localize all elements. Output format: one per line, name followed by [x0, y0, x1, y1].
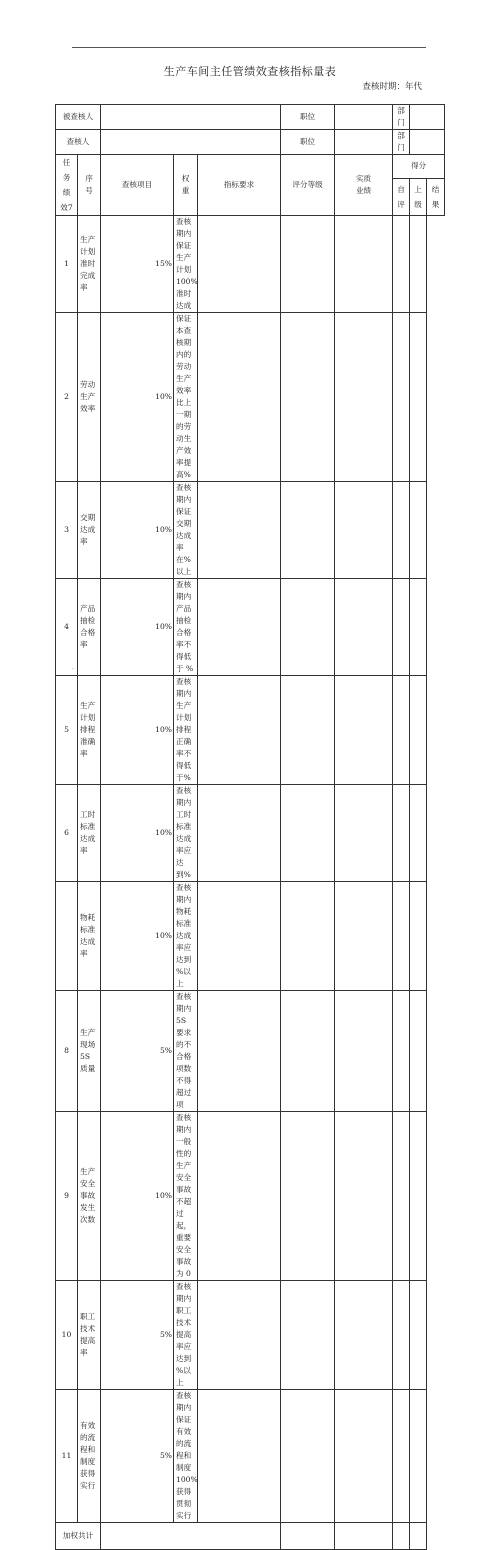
row-self-score[interactable]	[335, 216, 393, 313]
header-requirement: 指标要求	[198, 155, 281, 216]
row-result-score[interactable]	[410, 579, 427, 676]
reviewee-row	[56, 105, 445, 130]
row-number: 6	[56, 785, 78, 882]
row-result-score[interactable]	[410, 313, 427, 482]
row-number: 5	[56, 676, 78, 785]
row-weight: 10%	[101, 1112, 174, 1281]
row-number: 10	[56, 1281, 78, 1390]
row-grade-cell[interactable]	[198, 313, 281, 482]
page-title: 生产车间主任管绩效查核指标量表	[163, 65, 337, 78]
row-number: 1	[56, 216, 78, 313]
table-row	[56, 1390, 445, 1523]
row-requirement: 查核期内物耗标准达成率应达到 %以上	[174, 882, 198, 991]
row-actual-cell[interactable]	[281, 991, 335, 1112]
header-grade: 评分等级	[281, 155, 335, 216]
reviewee-position-value[interactable]	[335, 105, 393, 130]
table-row	[56, 1281, 445, 1390]
row-number: 9	[56, 1112, 78, 1281]
header-weight	[174, 155, 198, 216]
total-row	[56, 1523, 445, 1550]
row-number: 2	[56, 313, 78, 482]
header-score: 得分	[393, 155, 445, 179]
reviewer-position-label: 职位	[281, 130, 335, 155]
row-item: 生产现场 5S 质量	[78, 991, 101, 1112]
row-result-score[interactable]	[410, 482, 427, 579]
row-item: 生产计划排程准确率	[78, 676, 101, 785]
row-item: 生产安全事故发生次数	[78, 1112, 101, 1281]
row-result-score[interactable]	[410, 785, 427, 882]
row-actual-cell[interactable]	[281, 216, 335, 313]
row-weight: 10%	[101, 482, 174, 579]
header-result-text: 结 果	[431, 184, 440, 209]
table-row	[56, 785, 445, 882]
row-self-score[interactable]	[335, 482, 393, 579]
row-grade-cell[interactable]	[198, 579, 281, 676]
reviewee-value[interactable]	[101, 105, 281, 130]
row-item: 工时标准达成率	[78, 785, 101, 882]
row-number: 4	[56, 579, 78, 676]
row-number: 8	[56, 991, 78, 1112]
row-self-score[interactable]	[335, 882, 393, 991]
row-result-score[interactable]	[410, 882, 427, 991]
header-seq	[78, 155, 101, 216]
row-weight: 15%	[101, 216, 174, 313]
reviewee-department-label-cell: 部门	[393, 105, 410, 130]
row-actual-cell[interactable]	[281, 313, 335, 482]
footer-mark: .	[72, 664, 74, 671]
row-grade-cell[interactable]	[198, 1281, 281, 1390]
total-label: 加权共计	[56, 1523, 101, 1550]
row-weight: 10%	[101, 882, 174, 991]
row-weight: 10%	[101, 785, 174, 882]
reviewee-position-label: 职位	[281, 105, 335, 130]
row-weight: 5%	[101, 991, 174, 1112]
row-result-score[interactable]	[410, 676, 427, 785]
row-grade-cell[interactable]	[198, 785, 281, 882]
row-result-score[interactable]	[410, 216, 427, 313]
row-weight: 5%	[101, 1281, 174, 1390]
row-superior-score[interactable]	[393, 216, 410, 313]
row-item: 生产计划准时完成率	[78, 216, 101, 313]
section-label	[56, 155, 78, 216]
section-label-text: 任 务 绩 效7	[60, 158, 73, 212]
table-row	[56, 1112, 445, 1281]
row-result-score[interactable]	[410, 1390, 427, 1523]
total-self-cell[interactable]	[335, 1523, 393, 1550]
reviewer-department-label: 部门	[393, 130, 410, 155]
header-actual	[335, 155, 393, 216]
row-grade-cell[interactable]	[198, 482, 281, 579]
row-self-score[interactable]	[335, 579, 393, 676]
table-row	[56, 882, 445, 991]
review-period: 查核时期：年代	[362, 82, 422, 92]
row-result-score[interactable]	[410, 1112, 427, 1281]
row-actual-cell[interactable]	[281, 785, 335, 882]
table-row	[56, 216, 445, 313]
row-superior-score[interactable]	[393, 785, 410, 882]
row-grade-cell[interactable]	[198, 216, 281, 313]
row-superior-score[interactable]	[393, 579, 410, 676]
reviewee-label: 被查核人	[56, 105, 101, 130]
row-number	[56, 882, 78, 991]
row-superior-score[interactable]	[393, 482, 410, 579]
header-result	[427, 178, 445, 215]
row-self-score[interactable]	[335, 785, 393, 882]
reviewee-department-value[interactable]	[410, 105, 445, 130]
row-requirement: 查核期内工时标准达成率应达到%	[174, 785, 198, 882]
row-superior-score[interactable]	[393, 1112, 410, 1281]
row-grade-cell[interactable]	[198, 882, 281, 991]
header-self-text: 自 评	[397, 184, 405, 209]
row-item: 产品抽检合格率	[78, 579, 101, 676]
reviewer-position-value[interactable]	[335, 130, 393, 155]
header-weight-text: 权 重	[181, 174, 190, 195]
row-self-score[interactable]	[335, 1390, 393, 1523]
row-self-score[interactable]	[335, 991, 393, 1112]
row-requirement: 查核期内 5S 要求的不合格项数不得超过项	[174, 991, 198, 1112]
row-grade-cell[interactable]	[198, 676, 281, 785]
row-actual-cell[interactable]	[281, 579, 335, 676]
row-result-score[interactable]	[410, 991, 427, 1112]
row-grade-cell[interactable]	[198, 1112, 281, 1281]
row-weight: 5%	[101, 1390, 174, 1523]
row-actual-cell[interactable]	[281, 1281, 335, 1390]
row-grade-cell[interactable]	[198, 991, 281, 1112]
evaluation-table	[55, 104, 445, 1550]
reviewer-department-value[interactable]	[410, 130, 445, 155]
table-row	[56, 313, 445, 482]
row-item: 劳动生产效率	[78, 313, 101, 482]
row-requirement: 查核期内保证有效的流程和制度 100%获得贯彻实行	[174, 1390, 198, 1523]
table-row	[56, 991, 445, 1112]
total-actual-cell[interactable]	[281, 1523, 335, 1550]
row-self-score[interactable]	[335, 1281, 393, 1390]
row-superior-score[interactable]	[393, 1390, 410, 1523]
total-requirement-cell	[101, 1523, 281, 1550]
row-requirement: 保证本查核期内的劳动生产效率比上一期的劳动生产效率提高%	[174, 313, 198, 482]
row-requirement: 查核期内保证交期达成率在%以上	[174, 482, 198, 579]
row-actual-cell[interactable]	[281, 1390, 335, 1523]
top-rule	[72, 47, 426, 48]
header-superior	[410, 178, 427, 215]
row-requirement: 查核期内一般性的生产安全事故不超过起，重要安全事故为 0	[174, 1112, 198, 1281]
table-row	[56, 676, 445, 785]
reviewer-label: 查核人	[56, 130, 101, 155]
row-number: 3	[56, 482, 78, 579]
row-superior-score[interactable]	[393, 991, 410, 1112]
table-row	[56, 482, 445, 579]
row-self-score[interactable]	[335, 676, 393, 785]
row-number: 11	[56, 1390, 78, 1523]
total-result-cell[interactable]	[410, 1523, 427, 1550]
header-actual-text: 实质 业绩	[355, 174, 372, 195]
row-requirement: 查核期内产品抽检合格率不得低于 %	[174, 579, 198, 676]
row-requirement: 查核期内生产计划排程正确率不得低于%	[174, 676, 198, 785]
row-superior-score[interactable]	[393, 882, 410, 991]
reviewer-row	[56, 130, 445, 155]
row-result-score[interactable]	[410, 1281, 427, 1390]
row-requirement: 查核期内职工技术提高率应达到 %以上	[174, 1281, 198, 1390]
row-actual-cell[interactable]	[281, 676, 335, 785]
row-self-score[interactable]	[335, 1112, 393, 1281]
row-weight: 10%	[101, 313, 174, 482]
row-weight: 10%	[101, 676, 174, 785]
header-superior-text: 上 级	[414, 184, 422, 209]
row-requirement: 查核期内保证生产计划 100%准时达成	[174, 216, 198, 313]
row-actual-cell[interactable]	[281, 1112, 335, 1281]
reviewer-value[interactable]	[101, 130, 281, 155]
rows-body	[56, 216, 445, 1523]
row-item: 交期达成率	[78, 482, 101, 579]
row-item: 职工技术提高率	[78, 1281, 101, 1390]
header-seq-text: 序 号	[85, 174, 93, 195]
row-actual-cell[interactable]	[281, 882, 335, 991]
row-superior-score[interactable]	[393, 313, 410, 482]
row-superior-score[interactable]	[393, 676, 410, 785]
row-superior-score[interactable]	[393, 1281, 410, 1390]
row-item: 物耗标准达成率	[78, 882, 101, 991]
column-header-row-1	[56, 155, 445, 179]
row-grade-cell[interactable]	[198, 1390, 281, 1523]
row-self-score[interactable]	[335, 313, 393, 482]
row-weight: 10%	[101, 579, 174, 676]
row-actual-cell[interactable]	[281, 482, 335, 579]
table-row	[56, 579, 445, 676]
row-item: 有效的流程和制度获得实行	[78, 1390, 101, 1523]
header-self	[393, 178, 410, 215]
header-item: 查核项目	[101, 155, 174, 216]
total-superior-cell[interactable]	[393, 1523, 410, 1550]
